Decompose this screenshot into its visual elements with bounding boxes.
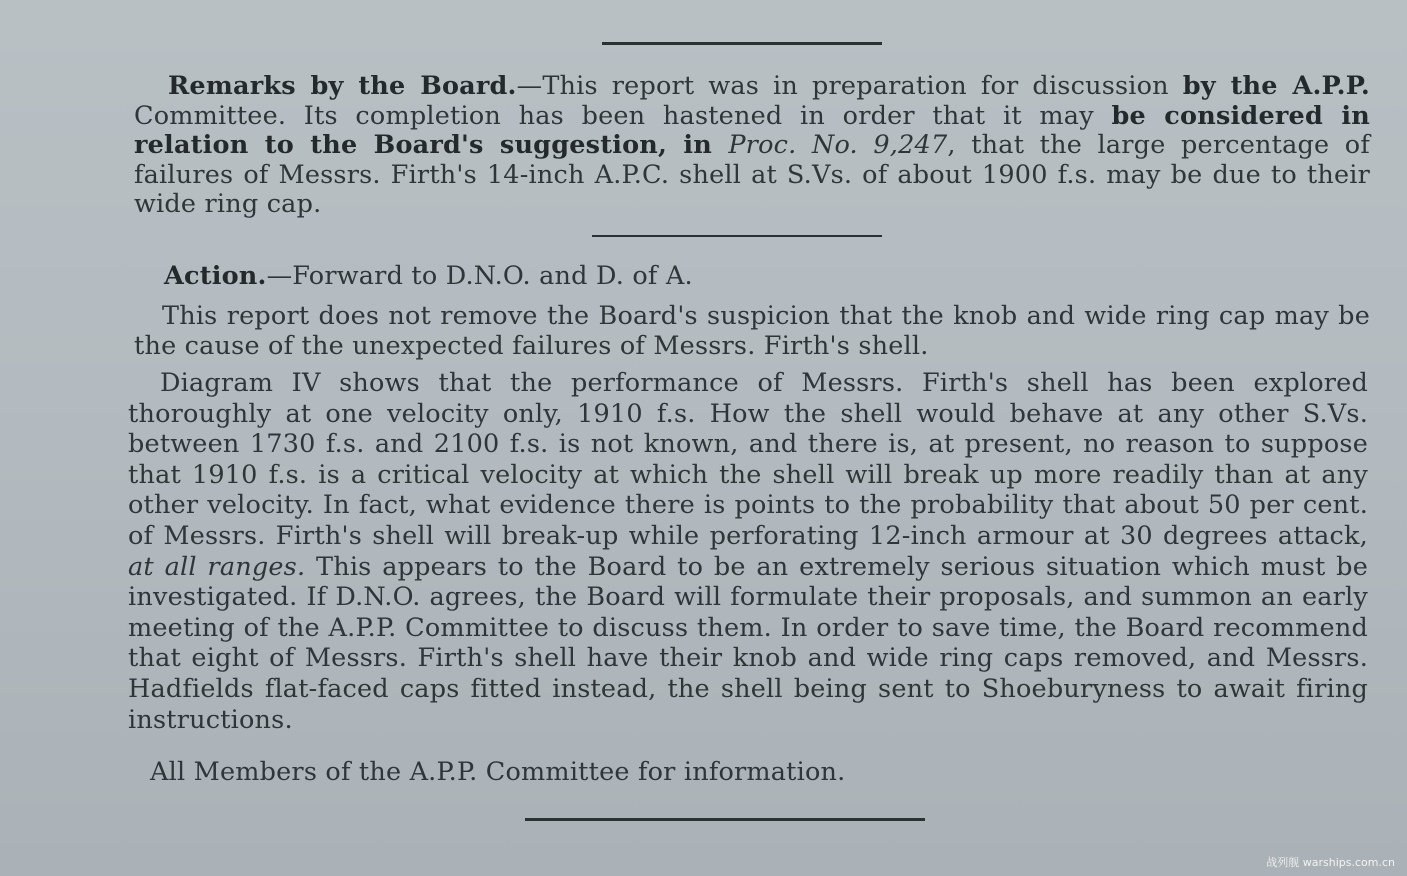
- action-text: —Forward to D.N.O. and D. of A.: [266, 261, 693, 291]
- remarks-text-3: , that the large percentage of failures of Messrs. Firth's 14-inch A.P.C. shell at S.Vs. of about 1900 f.s. may be due to their wide ring cap.: [134, 130, 1370, 219]
- diagram-paragraph: [128, 368, 1368, 735]
- top-divider-rule: [602, 42, 882, 45]
- diagram-italic-phrase: at all ranges.: [128, 551, 306, 582]
- suspicion-paragraph: [134, 302, 1370, 361]
- remarks-heading: Remarks by the Board.: [168, 71, 517, 101]
- middle-divider-rule: [592, 235, 882, 237]
- diagram-text-1: Diagram IV shows that the performance of Messrs. Firth's shell has been explored thoroughly at one velocity only, 1910 f.s. How the shell would behave at any other S.Vs. between 1730 f.s. and 2100 f.s. is not known, and there is, at present, no reason to suppose that 1910 f.s. is a critical velocity at which the shell will break up more readily than at any other velocity. In fact, what evidence there is points to the probability that about 50 per cent. of Messrs. Firth's shell will break-up while perforating 12-inch armour at 30 degrees attack,: [128, 368, 1368, 551]
- members-text: All Members of the A.P.P. Committee for information.: [150, 757, 846, 787]
- site-watermark: 战列舰 warships.com.cn: [1266, 856, 1395, 869]
- remarks-text-1b: by the A.P.P.: [1182, 71, 1370, 101]
- bottom-divider-rule: [525, 818, 925, 821]
- members-paragraph: [150, 758, 1050, 788]
- suspicion-text: This report does not remove the Board's suspicion that the knob and wide ring cap may be the cause of the unexpected failures of Messrs. Firth's shell.: [134, 301, 1370, 361]
- remarks-text-2: Committee. Its completion has been hastened in order that it may: [134, 100, 1112, 131]
- remarks-proc-reference: Proc. No. 9,247: [728, 130, 948, 160]
- diagram-text-2: This appears to the Board to be an extremely serious situation which must be investigated. If D.N.O. agrees, the Board will formulate their proposals, and summon an early meeting of the A.P.P. Committee to discuss them. In order to save time, the Board recommend that eight of Messrs. Firth's shell have their knob and wide ring caps removed, and Messrs. Hadfields flat-faced caps fitted instead, the shell being sent to Shoeburyness to await firing instructions.: [128, 551, 1368, 735]
- action-paragraph: [134, 262, 1370, 292]
- action-heading: Action.: [164, 261, 267, 291]
- remarks-paragraph: [134, 72, 1370, 220]
- remarks-text-2b: be considered in relation to the Board's suggestion, in: [134, 100, 1371, 160]
- remarks-text-1: —This report was in preparation for discussion: [516, 71, 1183, 101]
